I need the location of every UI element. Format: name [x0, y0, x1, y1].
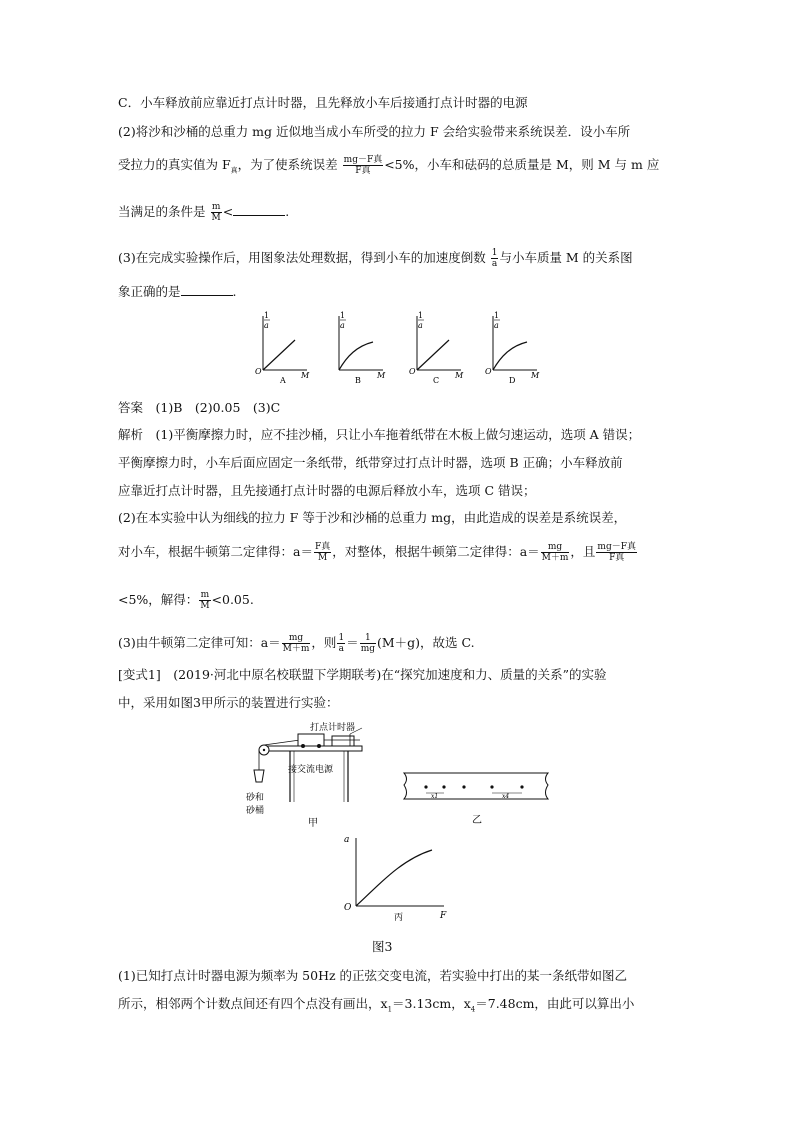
graph-option-b — [339, 311, 386, 385]
svg-text:M: M — [455, 371, 464, 380]
svg-text:A: A — [280, 376, 286, 385]
figure-3-tape — [400, 765, 560, 825]
figure-3-apparatus — [240, 720, 370, 830]
option-c-text: C．小车释放前应靠近打点计时器，且先释放小车后接通打点计时器的电源 — [118, 95, 528, 110]
variant-line-2: 中，采用如图3甲所示的装置进行实验： — [118, 695, 339, 710]
svg-text:C: C — [433, 376, 440, 385]
svg-text:B: B — [355, 376, 361, 385]
fraction: $\frac{m}{M}$ — [200, 590, 210, 611]
svg-text:x1: x1 — [431, 793, 439, 800]
error-fraction: $\frac{\text{mg－F真}}{\text{F真}}$ — [343, 155, 383, 176]
svg-text:M: M — [301, 371, 310, 380]
svg-text:a: a — [264, 321, 269, 330]
fraction: $\frac{mg}{M+m}$ — [541, 542, 569, 563]
svg-text:a: a — [340, 321, 345, 330]
svg-text:O: O — [344, 903, 352, 913]
graph-option-c — [409, 311, 464, 385]
svg-text:1: 1 — [264, 311, 270, 320]
question-1-line-2: 所示，相邻两个计数点间还有四个点没有画出，$x_1=3.13cm$，$x_4=7.48cm$，由此可以算出小 — [118, 996, 635, 1014]
answer-blank — [181, 283, 233, 296]
question-2-line-1: (2)将沙和沙桶的总重力 mg 近似地当成小车所受的拉力 F 会给实验带来系统误差．设小车所 — [118, 124, 631, 139]
svg-text:丙: 丙 — [394, 913, 404, 923]
option-graphs — [245, 310, 555, 388]
graph-option-d — [485, 311, 540, 385]
fraction: $\frac{\text{F真}}{M}$ — [314, 542, 331, 563]
answer-line: 答案 (1)B (2)0.05 (3)C — [118, 400, 281, 415]
svg-text:M: M — [377, 371, 386, 380]
figure-caption: 图3 — [372, 939, 393, 954]
svg-text:砂和: 砂和 — [246, 793, 265, 803]
svg-text:x4: x4 — [502, 793, 510, 800]
question-2-line-2: 受拉力的真实值为 $F_真$，为了使系统误差 $\frac{\text{mg－F真}}{\text{F真}}$ <5%，小车和砝码的总质量是 M，则 M 与 m 应 — [118, 155, 660, 176]
figure-3-graph — [340, 830, 460, 925]
svg-text:打点计时器: 打点计时器 — [310, 723, 356, 733]
analysis-line-2: 平衡摩擦力时，小车后面应固定一条纸带，纸带穿过打点计时器，选项 B 正确；小车释放前 — [118, 455, 623, 470]
analysis-line-5: 对小车，根据牛顿第二定律得：a＝ $\frac{\text{F真}}{M}$ ，对整体，根据牛顿第二定律得：a＝ $\frac{mg}{M+m}$ ，且 $\frac{\text{mg－F真}}{\text{F真}}$ — [118, 542, 636, 563]
fraction: $\frac{1}{mg}$ — [360, 633, 375, 654]
fraction: $\frac{mg}{M+m}$ — [282, 633, 310, 654]
svg-text:1: 1 — [340, 311, 346, 320]
svg-text:甲: 甲 — [308, 818, 318, 829]
svg-text:接交流电源: 接交流电源 — [288, 765, 334, 775]
svg-text:1: 1 — [494, 311, 500, 320]
graph-option-a — [255, 311, 310, 385]
analysis-line-7: (3)由牛顿第二定律可知：a＝ $\frac{mg}{M+m}$ ，则 $\frac{1}{a}$ ＝ $\frac{1}{mg}$ (M＋g)，故选 C. — [118, 633, 475, 654]
svg-text:M: M — [531, 371, 540, 380]
svg-text:a: a — [418, 321, 423, 330]
inverse-a-fraction: $\frac{1}{a}$ — [491, 248, 498, 269]
svg-text:a: a — [344, 835, 350, 845]
analysis-line-1: 解析 (1)平衡摩擦力时，应不挂沙桶，只让小车拖着纸带在木板上做匀速运动，选项 A 错误； — [118, 427, 641, 442]
svg-text:O: O — [409, 367, 416, 376]
question-2-line-3: 当满足的条件是 $\frac{m}{M}$ < . — [118, 202, 290, 223]
analysis-line-6: <5%，解得： $\frac{m}{M}$ <0.05. — [118, 590, 254, 611]
svg-text:a: a — [494, 321, 499, 330]
svg-text:乙: 乙 — [472, 815, 482, 825]
question-3-line-1: (3)在完成实验操作后，用图象法处理数据，得到小车的加速度倒数 $\frac{1}{a}$ 与小车质量 M 的关系图 — [118, 248, 633, 269]
svg-text:砂桶: 砂桶 — [246, 806, 265, 816]
svg-text:F: F — [440, 911, 447, 921]
question-1-line-1: (1)已知打点计时器电源为频率为 50Hz 的正弦交变电流，若实验中打出的某一条纸带如图乙 — [118, 968, 628, 983]
analysis-line-3: 应靠近打点计时器，且先接通打点计时器的电源后释放小车，选项 C 错误； — [118, 483, 536, 498]
fraction: $\frac{\text{mg－F真}}{\text{F真}}$ — [597, 542, 636, 563]
fraction: $\frac{1}{a}$ — [338, 633, 345, 654]
analysis-line-4: (2)在本实验中认为细线的拉力 F 等于沙和沙桶的总重力 mg，由此造成的误差是系统误差， — [118, 510, 627, 525]
svg-text:1: 1 — [418, 311, 424, 320]
svg-text:O: O — [485, 367, 492, 376]
m-over-M-fraction: $\frac{m}{M}$ — [211, 202, 221, 223]
answer-blank — [233, 203, 285, 216]
variant-line-1: [变式1] (2019·河北中原名校联盟下学期联考)在“探究加速度和力、质量的关系”的实验 — [118, 667, 607, 682]
question-3-line-2: 象正确的是 . — [118, 284, 237, 299]
svg-text:O: O — [255, 367, 262, 376]
svg-text:D: D — [509, 376, 516, 385]
